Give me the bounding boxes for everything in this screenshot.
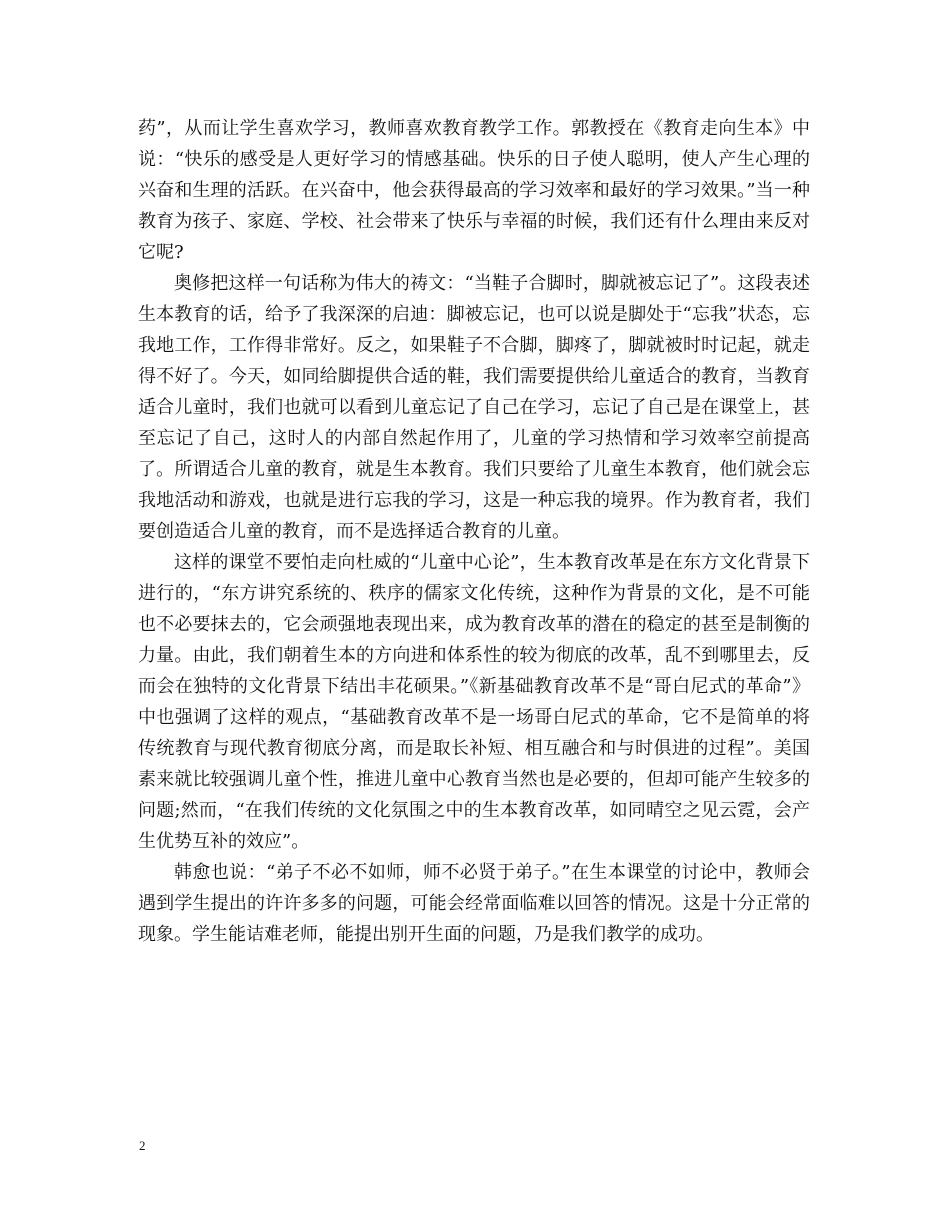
paragraph-dewey-child-centered: 这样的课堂不要怕走向杜威的“儿童中心论”，生本教育改革是在东方文化背景下进行的，“东方讲究系统的、秩序的儒家文化传统，这种作为背景的文化，是不可能也不必要抹去的，它会顽强地表现出来，成为教育改革的潜在的稳定的甚至是制衡的力量。由此，我们朝着生本的方向进和体系性的较为彻底的改革，乱不到哪里去，反而会在独特的文化背景下结出丰花硕果。”《新基础教育改革不是“哥白尼式的革命”》中也强调了这样的观点，“基础教育改革不是一场哥白尼式的革命，它不是简单的将传统教育与现代教育彻底分离，而是取长补短、相互融合和与时俱进的过程”。美国素来就比较强调儿童个性，推进儿童中心教育当然也是必要的，但却可能产生较多的问题;然而，“在我们传统的文化氛围之中的生本教育改革，如同晴空之见云霓，会产生优势互补的效应”。	[138, 552, 810, 852]
paragraph-continuation: 药”，从而让学生喜欢学习，教师喜欢教育教学工作。郭教授在《教育走向生本》中说：“快乐的感受是人更好学习的情感基础。快乐的日子使人聪明，使人产生心理的兴奋和生理的活跃。在兴奋中，他会获得最高的学习效率和最好的学习效果。”当一种教育为孩子、家庭、学校、社会带来了快乐与幸福的时候，我们还有什么理由来反对它呢?	[138, 118, 810, 263]
paragraph-osho-prayer: 奥修把这样一句话称为伟大的祷文：“当鞋子合脚时，脚就被忘记了”。这段表述生本教育的话，给予了我深深的启迪：脚被忘记，也可以说是脚处于“忘我”状态，忘我地工作，工作得非常好。反之，如果鞋子不合脚，脚疼了，脚就被时时记起，就走得不好了。今天，如同给脚提供合适的鞋，我们需要提供给儿童适合的教育，当教育适合儿童时，我们也就可以看到儿童忘记了自己在学习，忘记了自己是在课堂上，甚至忘记了自己，这时人的内部自然起作用了，儿童的学习热情和学习效率空前提高了。所谓适合儿童的教育，就是生本教育。我们只要给了儿童生本教育，他们就会忘我地活动和游戏，也就是进行忘我的学习，这是一种忘我的境界。作为教育者，我们要创造适合儿童的教育，而不是选择适合教育的儿童。	[138, 273, 810, 542]
body-text	[138, 113, 810, 950]
page-number: 2	[139, 1138, 146, 1153]
paragraph-han-yu-quote: 韩愈也说：“弟子不必不如师，师不必贤于弟子。”在生本课堂的讨论中，教师会遇到学生提出的许许多多的问题，可能会经常面临难以回答的情况。这是十分正常的现象。学生能诘难老师，能提出别开生面的问题，乃是我们教学的成功。	[138, 862, 810, 945]
